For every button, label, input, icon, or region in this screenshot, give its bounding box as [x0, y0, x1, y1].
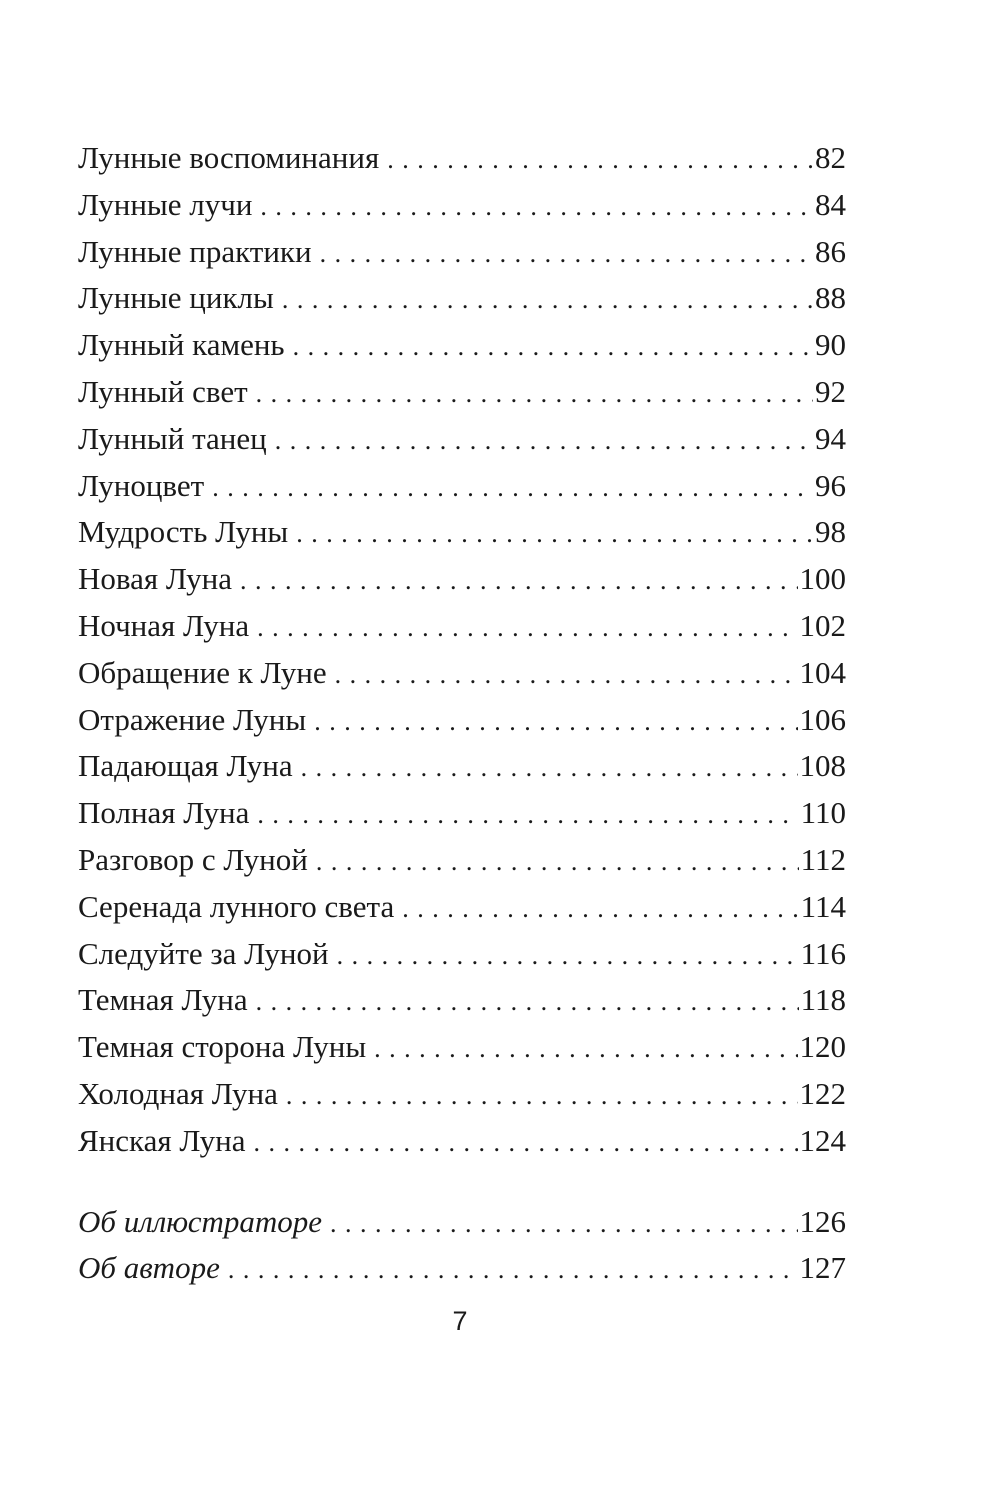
- toc-entry: [78, 275, 846, 322]
- toc-entry-page: 84: [815, 186, 846, 222]
- toc-entry-title: Ночная Луна: [78, 607, 250, 643]
- toc-entry-title: Темная сторона Луны: [78, 1029, 367, 1065]
- dot-leader: [254, 1120, 798, 1167]
- toc-entry-page: 82: [815, 140, 846, 175]
- toc-entry-page: 120: [799, 1029, 846, 1065]
- toc-entry-title: Лунный свет: [78, 373, 248, 409]
- toc-entry-page: 90: [815, 327, 846, 363]
- toc-entry-page: 102: [799, 607, 846, 643]
- toc-entry-page: 94: [815, 420, 846, 456]
- toc-entry-page: 114: [800, 888, 846, 924]
- toc-entry: [78, 322, 846, 369]
- dot-leader: [296, 511, 813, 558]
- dot-leader: [286, 1073, 798, 1120]
- toc-entry-title: Лунные циклы: [78, 280, 274, 316]
- toc-entry: [78, 1118, 846, 1165]
- toc-entry-author: [78, 1245, 846, 1292]
- dot-leader: [256, 371, 813, 418]
- toc-entry-title: Разговор с Луной: [78, 841, 308, 877]
- toc-entry: [78, 509, 846, 556]
- toc-entry: [78, 556, 846, 603]
- toc-entry: [78, 1071, 846, 1118]
- toc-entry-page: 108: [799, 748, 846, 784]
- toc-entry-title: Серенада лунного света: [78, 888, 395, 924]
- toc-entry-title: Лунный камень: [78, 327, 285, 363]
- toc-entry-page: 96: [815, 467, 846, 503]
- toc-entry: [78, 790, 846, 837]
- toc-entry-page: 116: [800, 935, 846, 971]
- toc-entry-title: Холодная Луна: [78, 1075, 278, 1111]
- dot-leader: [240, 558, 798, 605]
- dot-leader: [335, 652, 798, 699]
- dot-leader: [293, 324, 813, 371]
- toc-entry: [78, 931, 846, 978]
- toc-entry-title: Обращение к Луне: [78, 654, 327, 690]
- toc-entry-title: Отражение Луны: [78, 701, 307, 737]
- toc-entry: [78, 182, 846, 229]
- toc-entry: [78, 837, 846, 884]
- toc-entry-title: Об авторе: [78, 1250, 220, 1286]
- toc-entry-title: Об иллюстраторе: [78, 1203, 323, 1239]
- toc-entry-title: Янская Луна: [78, 1122, 246, 1158]
- dot-leader: [228, 1247, 798, 1294]
- toc-entry-title: Луноцвет: [78, 467, 205, 503]
- toc-entry: [78, 463, 846, 510]
- dot-leader: [260, 184, 813, 231]
- toc-entry-page: 122: [799, 1075, 846, 1111]
- dot-leader: [316, 839, 799, 886]
- toc-extras-list: [78, 1199, 846, 1293]
- toc-entry: [78, 229, 846, 276]
- dot-leader: [320, 231, 813, 278]
- toc-entry: [78, 603, 846, 650]
- toc-entry: [78, 369, 846, 416]
- toc-entry-page: 92: [815, 373, 846, 409]
- dot-leader: [374, 1026, 797, 1073]
- dot-leader: [275, 418, 813, 465]
- toc-entry-page: 88: [815, 280, 846, 316]
- toc-entry-page: 127: [799, 1250, 846, 1286]
- toc-entry: [78, 135, 846, 182]
- toc-entry: [78, 884, 846, 931]
- dot-leader: [387, 137, 813, 184]
- toc-entry: [78, 416, 846, 463]
- toc-main-list: [78, 135, 846, 1165]
- toc-entry-page: 118: [800, 982, 846, 1018]
- toc-entry-title: Лунные воспоминания: [78, 140, 380, 175]
- toc-entry-title: Новая Луна: [78, 561, 232, 597]
- dot-leader: [402, 886, 798, 933]
- dot-leader: [301, 745, 798, 792]
- toc-entry-title: Падающая Луна: [78, 748, 293, 784]
- toc-entry-page: 112: [800, 841, 846, 877]
- toc-entry-page: 100: [799, 561, 846, 597]
- toc-entry: [78, 743, 846, 790]
- table-of-contents: [78, 135, 846, 1292]
- toc-entry: [78, 977, 846, 1024]
- toc-entry: [78, 1024, 846, 1071]
- toc-entry: [78, 697, 846, 744]
- toc-entry-title: Лунный танец: [78, 420, 267, 456]
- dot-leader: [330, 1201, 797, 1248]
- toc-entry-title: Полная Луна: [78, 795, 250, 831]
- toc-entry-title: Мудрость Луны: [78, 514, 289, 550]
- toc-entry-title: Следуйте за Луной: [78, 935, 329, 971]
- toc-entry-page: 106: [799, 701, 846, 737]
- dot-leader: [257, 792, 798, 839]
- toc-entry-page: 86: [815, 233, 846, 269]
- dot-leader: [282, 277, 813, 324]
- dot-leader: [314, 699, 797, 746]
- page-number: 7: [452, 1306, 468, 1336]
- toc-entry-page: 110: [800, 795, 846, 831]
- toc-entry: [78, 650, 846, 697]
- toc-entry-title: Лунные практики: [78, 233, 312, 269]
- toc-entry-page: 98: [815, 514, 846, 550]
- toc-entry-illustrator: [78, 1199, 846, 1246]
- toc-entry-page: 104: [799, 654, 846, 690]
- toc-entry-title: Темная Луна: [78, 982, 248, 1018]
- toc-entry-page: 124: [799, 1122, 846, 1158]
- dot-leader: [212, 465, 813, 512]
- dot-leader: [256, 979, 799, 1026]
- toc-entry-page: 126: [799, 1203, 846, 1239]
- dot-leader: [257, 605, 797, 652]
- toc-entry-title: Лунные лучи: [78, 186, 253, 222]
- dot-leader: [337, 933, 799, 980]
